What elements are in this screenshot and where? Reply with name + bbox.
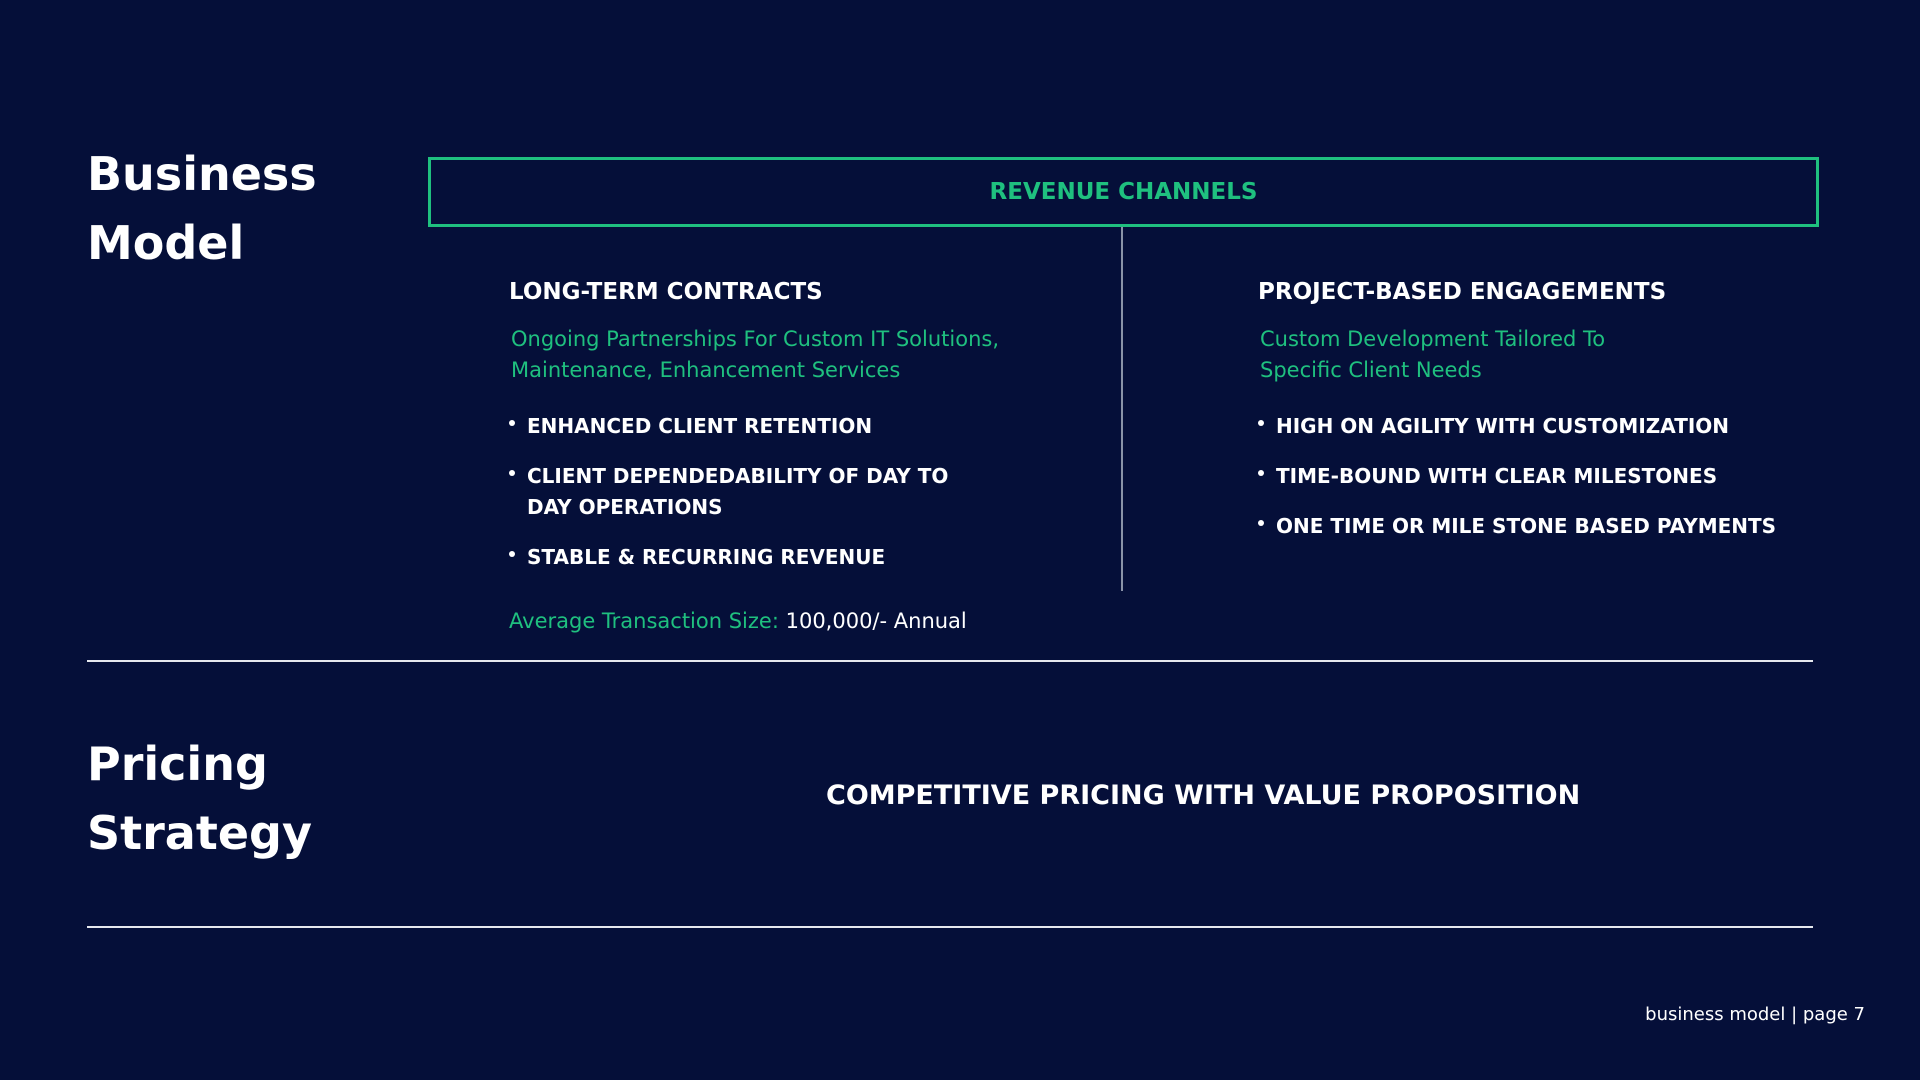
pricing-strategy-title-line2: Strategy (87, 806, 312, 860)
page-footer: business model | page 7 (1645, 1004, 1865, 1025)
project-based-engagements-desc-line1: Custom Development Tailored To (1260, 327, 1606, 351)
business-model-title-line1: Business (87, 147, 317, 201)
pricing-statement: COMPETITIVE PRICING WITH VALUE PROPOSITION (826, 780, 1581, 811)
section-divider-bottom (87, 926, 1813, 928)
long-term-contracts-title: LONG-TERM CONTRACTS (509, 279, 823, 305)
bullet-text: ONE TIME OR MILE STONE BASED PAYMENTS (1276, 514, 1777, 538)
bullet-text-continued: DAY OPERATIONS (527, 495, 723, 519)
long-term-contracts-column (509, 275, 1069, 592)
average-transaction-value: 100,000/- Annual (785, 609, 967, 633)
long-term-contracts-desc-line1: Ongoing Partnerships For Custom IT Solutions, (511, 327, 999, 351)
long-term-contracts-desc-line2: Maintenance, Enhancement Services (511, 358, 901, 382)
project-based-engagements-description (1260, 324, 1818, 386)
revenue-channels-label: REVENUE CHANNELS (989, 179, 1258, 205)
bullet-text: ENHANCED CLIENT RETENTION (527, 414, 873, 438)
pricing-strategy-title (87, 730, 312, 868)
bullet-text: HIGH ON AGILITY WITH CUSTOMIZATION (1276, 414, 1730, 438)
pricing-strategy-title-line1: Pricing (87, 737, 268, 791)
project-based-engagements-desc-line2: Specific Client Needs (1260, 358, 1482, 382)
project-based-engagements-column (1258, 275, 1818, 561)
bullet-item (1258, 461, 1818, 492)
bullet-item (509, 461, 1069, 523)
project-based-engagements-bullets (1258, 411, 1818, 542)
business-model-title-line2: Model (87, 216, 245, 270)
revenue-channels-header (428, 157, 1819, 227)
long-term-contracts-bullets (509, 411, 1069, 573)
average-transaction-label: Average Transaction Size: (509, 609, 779, 633)
bullet-item (509, 411, 1069, 442)
section-divider-top (87, 660, 1813, 662)
bullet-text: STABLE & RECURRING REVENUE (527, 545, 886, 569)
long-term-contracts-description (511, 324, 1069, 386)
average-transaction-size (509, 604, 967, 638)
column-divider (1121, 227, 1123, 591)
project-based-engagements-title: PROJECT-BASED ENGAGEMENTS (1258, 279, 1667, 305)
bullet-item (1258, 511, 1818, 542)
bullet-text: TIME-BOUND WITH CLEAR MILESTONES (1276, 464, 1718, 488)
bullet-item (1258, 411, 1818, 442)
bullet-item (509, 542, 1069, 573)
bullet-text: CLIENT DEPENDEDABILITY OF DAY TO (527, 464, 949, 488)
business-model-title (87, 140, 317, 278)
